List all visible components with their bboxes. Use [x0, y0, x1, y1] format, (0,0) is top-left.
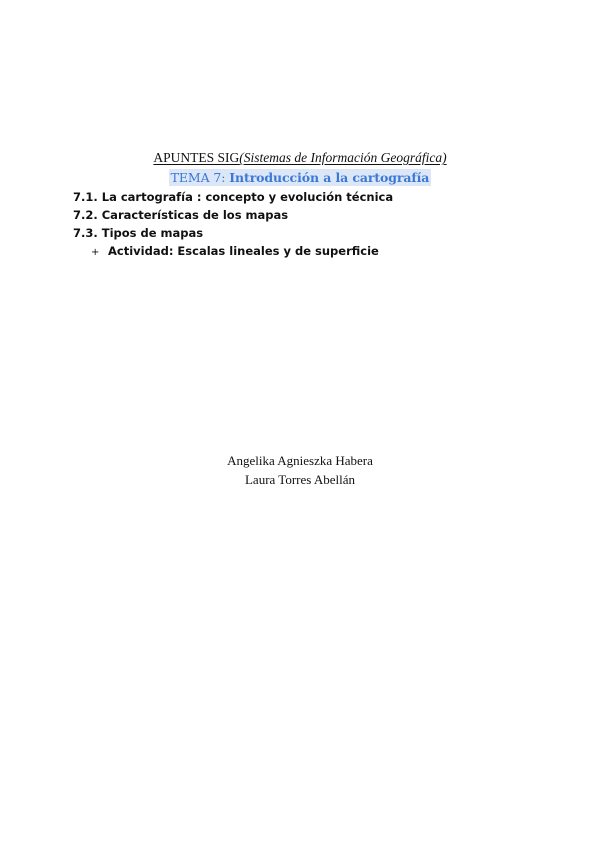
table-of-contents — [73, 188, 553, 262]
author-name: Laura Torres Abellán — [244, 472, 356, 487]
topic-prefix: TEMA 7: — [170, 170, 230, 185]
toc-item: 7.1. La cartografía : concepto y evolución técnica — [73, 190, 394, 204]
author-name: Angelika Agnieszka Habera — [227, 453, 373, 468]
toc-subitem-label: Actividad: Escalas lineales y de superficie — [108, 244, 379, 258]
topic-heading — [169, 169, 432, 186]
document-header — [0, 149, 600, 186]
topic-title: Introducción a la cartografía — [229, 170, 430, 185]
toc-item: 7.3. Tipos de mapas — [73, 226, 204, 240]
authors-block — [0, 451, 600, 489]
document-title — [0, 149, 600, 167]
title-prefix: APUNTES SIG — [153, 150, 240, 165]
title-italic: (Sistemas de Información Geográfica) — [239, 150, 447, 165]
plus-bullet-icon: + — [91, 247, 100, 258]
toc-subitem — [91, 242, 553, 262]
toc-item: 7.2. Características de los mapas — [73, 208, 289, 222]
